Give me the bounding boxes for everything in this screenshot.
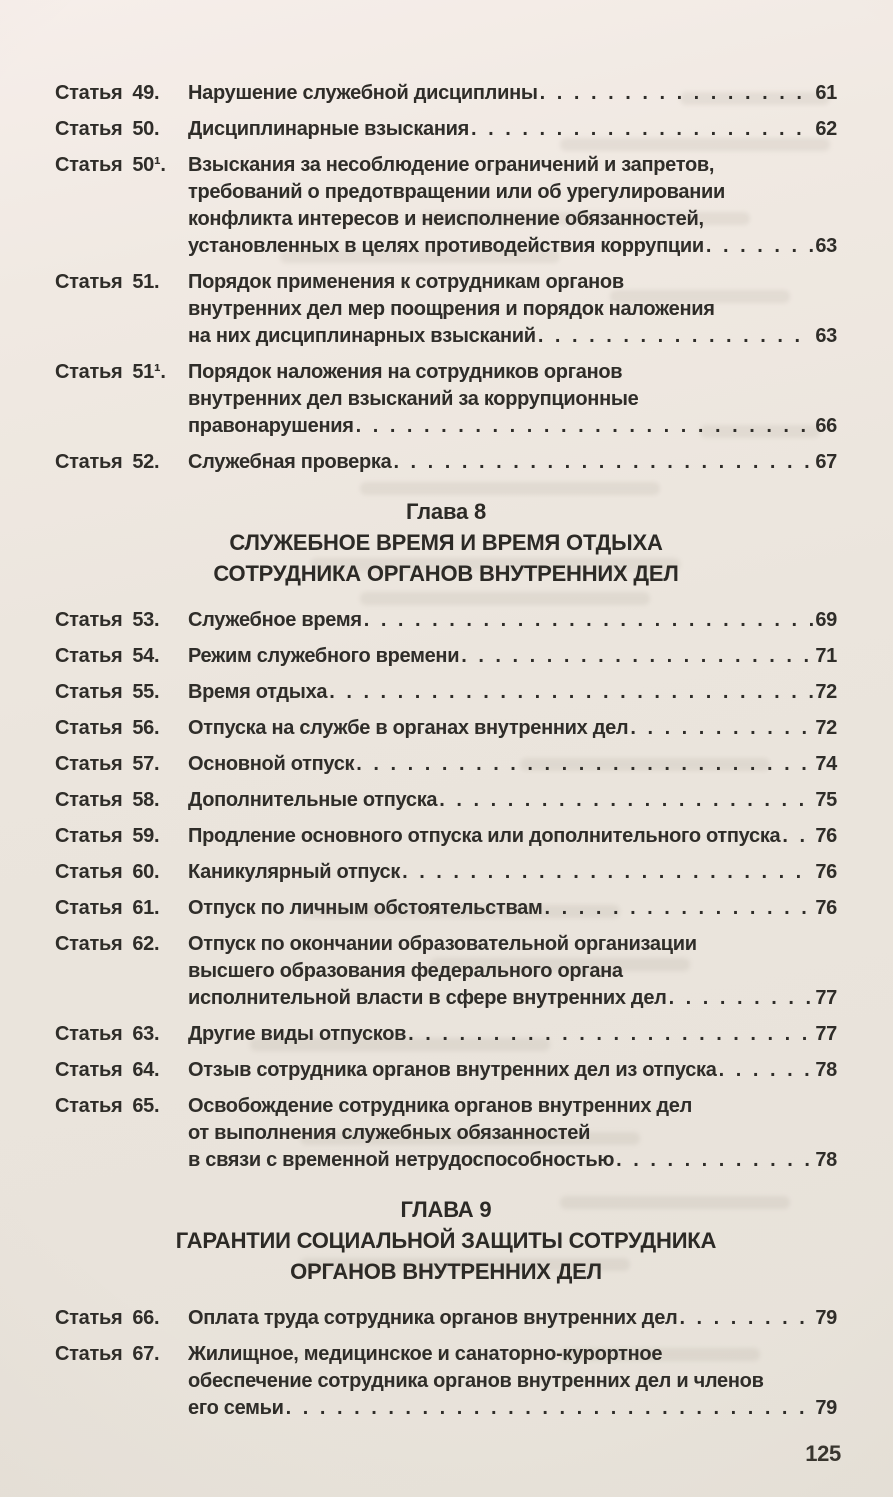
article-label [55, 643, 188, 670]
dot-leader [630, 715, 813, 742]
entry-title-last-line [188, 985, 837, 1012]
article-label [55, 1021, 188, 1048]
toc-entry [55, 1021, 837, 1048]
article-number: 66. [132, 1307, 160, 1329]
article-word: Статья [55, 861, 123, 883]
entry-title-last-line [188, 1021, 837, 1048]
entry-title-last-line [188, 643, 837, 670]
entry-title-last-line [188, 449, 837, 476]
entry-page-number: 76 [815, 825, 837, 847]
entry-page-number: 72 [815, 681, 837, 703]
entry-title-last-line [188, 823, 837, 850]
entry-title-last-line [188, 751, 837, 778]
entry-title-text: Основной отпуск [188, 753, 355, 775]
entry-title-text: его семьи [188, 1397, 284, 1419]
entry-page-number: 74 [815, 753, 837, 775]
entry-title-line: Отпуск по окончании образовательной организации [188, 933, 697, 955]
entry-title [188, 80, 837, 107]
article-label [55, 449, 188, 476]
dot-leader [540, 80, 814, 107]
article-number: 65. [132, 1095, 160, 1117]
toc-entry [55, 751, 837, 778]
dot-leader [679, 1305, 813, 1332]
entry-page-number: 78 [815, 1149, 837, 1171]
article-number: 56. [132, 717, 160, 739]
toc-entry [55, 895, 837, 922]
entry-title-line: Порядок наложения на сотрудников органов [188, 361, 623, 383]
entry-title-text: Отпуск по личным обстоятельствам [188, 897, 543, 919]
entry-title-text: Оплата труда сотрудника органов внутренних дел [188, 1307, 678, 1329]
article-word: Статья [55, 825, 123, 847]
entry-title-last-line [188, 787, 837, 814]
entry-title [188, 895, 837, 922]
toc-entry [55, 1057, 837, 1084]
toc-entry [55, 1341, 837, 1422]
toc-entry [55, 1305, 837, 1332]
article-label [55, 859, 188, 886]
dot-leader [545, 895, 814, 922]
dot-leader [471, 116, 813, 143]
article-label [55, 679, 188, 706]
dot-leader [782, 823, 813, 850]
entry-title-line: Порядок применения к сотрудникам органов [188, 271, 624, 293]
entry-title-last-line [188, 116, 837, 143]
entry-title-last-line [188, 233, 837, 260]
article-number: 54. [132, 645, 160, 667]
entry-page-number: 62 [815, 118, 837, 140]
toc-entry [55, 269, 837, 350]
article-number: 64. [132, 1059, 160, 1081]
toc-entry [55, 449, 837, 476]
entry-title [188, 931, 837, 1012]
dot-leader [286, 1395, 814, 1422]
entry-title [188, 116, 837, 143]
article-word: Статья [55, 681, 123, 703]
entry-page-number: 69 [815, 609, 837, 631]
dot-leader [408, 1021, 813, 1048]
article-label [55, 269, 188, 296]
article-word: Статья [55, 1059, 123, 1081]
article-label [55, 359, 188, 386]
article-word: Статья [55, 645, 123, 667]
entry-title-text: Дисциплинарные взыскания [188, 118, 470, 140]
page-number: 125 [805, 1441, 841, 1466]
article-word: Статья [55, 1095, 123, 1117]
toc-entry [55, 931, 837, 1012]
toc-entry [55, 787, 837, 814]
article-number: 57. [132, 753, 160, 775]
entry-page-number: 67 [815, 451, 837, 473]
entry-title-text: Каникулярный отпуск [188, 861, 401, 883]
article-number: 53. [132, 609, 160, 631]
article-number: 55. [132, 681, 160, 703]
entry-title-line: требований о предотвращении или об урегулировании [188, 181, 726, 203]
entry-title-text: исполнительной власти в сфере внутренних дел [188, 987, 667, 1009]
article-label [55, 80, 188, 107]
entry-page-number: 77 [815, 987, 837, 1009]
article-number: 60. [132, 861, 160, 883]
entry-title [188, 607, 837, 634]
entry-title-text: Продление основного отпуска или дополнительного отпуска [188, 825, 781, 847]
toc-entry [55, 116, 837, 143]
chapter-heading [55, 1194, 837, 1287]
entry-page-number: 76 [815, 897, 837, 919]
dot-leader [538, 323, 814, 350]
entry-title-last-line [188, 413, 837, 440]
dot-leader [461, 643, 813, 670]
toc-entry [55, 643, 837, 670]
entry-page-number: 77 [815, 1023, 837, 1045]
article-word: Статья [55, 1343, 123, 1365]
entry-page-number: 63 [815, 235, 837, 257]
entry-title-line: от выполнения служебных обязанностей [188, 1122, 591, 1144]
article-word: Статья [55, 1023, 123, 1045]
entry-title [188, 859, 837, 886]
entry-page-number: 75 [815, 789, 837, 811]
entry-title-text: Другие виды отпусков [188, 1023, 407, 1045]
entry-title-last-line [188, 1395, 837, 1422]
article-label [55, 1093, 188, 1120]
toc-entry [55, 1093, 837, 1174]
entry-title-text: Время отдыха [188, 681, 328, 703]
chapter-heading-line: Глава 8 [405, 499, 486, 524]
entry-page-number: 71 [815, 645, 837, 667]
chapter-heading-line: ГАРАНТИИ СОЦИАЛЬНОЙ ЗАЩИТЫ СОТРУДНИКА [175, 1228, 717, 1253]
entry-title [188, 751, 837, 778]
dot-leader [706, 233, 813, 260]
entry-title-line: внутренних дел взысканий за коррупционные [188, 388, 639, 410]
article-word: Статья [55, 451, 123, 473]
entry-title-text: установленных в целях противодействия коррупции [188, 235, 704, 257]
entry-title-text: Отзыв сотрудника органов внутренних дел из отпуска [188, 1059, 717, 1081]
toc-entry [55, 607, 837, 634]
chapter-heading-line: ГЛАВА 9 [400, 1197, 492, 1222]
dot-leader [719, 1057, 814, 1084]
chapter-heading-line: ОРГАНОВ ВНУТРЕННИХ ДЕЛ [290, 1259, 602, 1284]
article-number: 50¹. [132, 154, 166, 176]
entry-title-text: Служебное время [188, 609, 362, 631]
entry-title-text: правонарушения [188, 415, 354, 437]
entry-title [188, 1305, 837, 1332]
toc-entry [55, 823, 837, 850]
toc-entry [55, 152, 837, 260]
article-number: 50. [132, 118, 160, 140]
entry-page-number: 66 [815, 415, 837, 437]
article-word: Статья [55, 118, 123, 140]
entry-title [188, 823, 837, 850]
entry-title-last-line [188, 323, 837, 350]
entry-title [188, 715, 837, 742]
article-number: 49. [132, 82, 160, 104]
article-label [55, 1057, 188, 1084]
entry-title [188, 1341, 837, 1422]
entry-title-text: Нарушение служебной дисциплины [188, 82, 538, 104]
dot-leader [616, 1147, 813, 1174]
entry-page-number: 78 [815, 1059, 837, 1081]
chapter-heading-line: СОТРУДНИКА ОРГАНОВ ВНУТРЕННИХ ДЕЛ [213, 561, 679, 586]
article-label [55, 823, 188, 850]
article-number: 61. [132, 897, 160, 919]
dot-leader [356, 751, 813, 778]
dot-leader [364, 607, 814, 634]
entry-title-line: высшего образования федерального органа [188, 960, 623, 982]
article-label [55, 607, 188, 634]
entry-title-line: Жилищное, медицинское и санаторно-курортное [188, 1343, 663, 1365]
article-number: 63. [132, 1023, 160, 1045]
dot-leader [393, 449, 813, 476]
dot-leader [356, 413, 814, 440]
article-number: 51¹. [132, 361, 166, 383]
entry-title [188, 1021, 837, 1048]
entry-title-text: Отпуска на службе в органах внутренних дел [188, 717, 629, 739]
article-label [55, 1305, 188, 1332]
entry-title [188, 643, 837, 670]
entry-title-last-line [188, 607, 837, 634]
article-label [55, 152, 188, 179]
article-word: Статья [55, 1307, 123, 1329]
dot-leader [402, 859, 813, 886]
entry-title [188, 1057, 837, 1084]
article-word: Статья [55, 82, 123, 104]
chapter-heading-line: СЛУЖЕБНОЕ ВРЕМЯ И ВРЕМЯ ОТДЫХА [229, 530, 663, 555]
article-word: Статья [55, 271, 123, 293]
entry-title-last-line [188, 80, 837, 107]
entry-title-line: Освобождение сотрудника органов внутренних дел [188, 1095, 693, 1117]
article-number: 67. [132, 1343, 160, 1365]
article-number: 62. [132, 933, 160, 955]
entry-title-text: Режим служебного времени [188, 645, 460, 667]
toc-entry [55, 859, 837, 886]
toc-entry [55, 359, 837, 440]
entry-title [188, 359, 837, 440]
toc-entry [55, 715, 837, 742]
article-label [55, 751, 188, 778]
article-word: Статья [55, 717, 123, 739]
toc-entry [55, 679, 837, 706]
article-word: Статья [55, 609, 123, 631]
entry-title [188, 1093, 837, 1174]
toc-entry [55, 80, 837, 107]
entry-title-text: на них дисциплинарных взысканий [188, 325, 536, 347]
article-word: Статья [55, 361, 123, 383]
entry-title-last-line [188, 1057, 837, 1084]
article-number: 58. [132, 789, 160, 811]
entry-title-line: обеспечение сотрудника органов внутренних дел и членов [188, 1370, 764, 1392]
entry-title-text: Служебная проверка [188, 451, 392, 473]
article-label [55, 931, 188, 958]
article-label [55, 1341, 188, 1368]
article-number: 51. [132, 271, 160, 293]
entry-title [188, 152, 837, 260]
dot-leader [329, 679, 813, 706]
entry-title-last-line [188, 1147, 837, 1174]
article-label [55, 787, 188, 814]
article-label [55, 116, 188, 143]
chapter-heading [55, 496, 837, 589]
entry-title-line: Взыскания за несоблюдение ограничений и запретов, [188, 154, 715, 176]
article-word: Статья [55, 933, 123, 955]
entry-title-text: в связи с временной нетрудоспособностью [188, 1149, 615, 1171]
article-number: 59. [132, 825, 160, 847]
article-label [55, 895, 188, 922]
entry-page-number: 79 [815, 1307, 837, 1329]
entry-title-last-line [188, 679, 837, 706]
entry-title-last-line [188, 715, 837, 742]
entry-title [188, 449, 837, 476]
article-word: Статья [55, 154, 123, 176]
article-word: Статья [55, 753, 123, 775]
entry-page-number: 76 [815, 861, 837, 883]
entry-page-number: 63 [815, 325, 837, 347]
entry-title [188, 679, 837, 706]
article-label [55, 715, 188, 742]
entry-title-line: конфликта интересов и неисполнение обязанностей, [188, 208, 704, 230]
entry-title-last-line [188, 895, 837, 922]
toc [55, 80, 837, 1431]
article-word: Статья [55, 897, 123, 919]
article-number: 52. [132, 451, 160, 473]
entry-title [188, 269, 837, 350]
entry-page-number: 72 [815, 717, 837, 739]
entry-title-last-line [188, 859, 837, 886]
dot-leader [669, 985, 814, 1012]
entry-title-line: внутренних дел мер поощрения и порядок наложения [188, 298, 715, 320]
entry-title [188, 787, 837, 814]
dot-leader [439, 787, 813, 814]
entry-page-number: 61 [815, 82, 837, 104]
entry-page-number: 79 [815, 1397, 837, 1419]
entry-title-last-line [188, 1305, 837, 1332]
article-word: Статья [55, 789, 123, 811]
entry-title-text: Дополнительные отпуска [188, 789, 438, 811]
